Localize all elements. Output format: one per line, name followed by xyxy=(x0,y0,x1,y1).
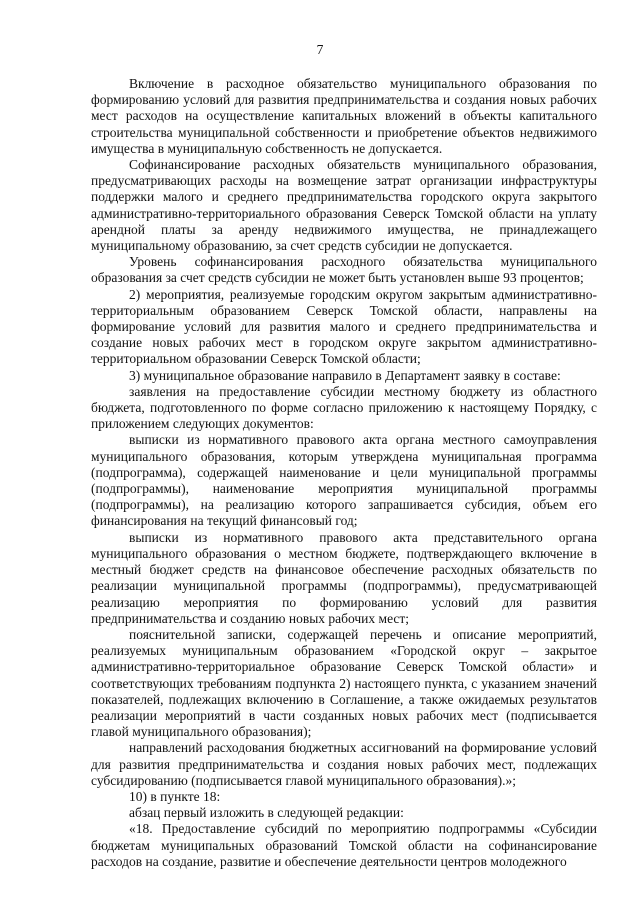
paragraph-12: абзац первый изложить в следующей редакции: xyxy=(129,805,404,821)
page-number: 7 xyxy=(316,42,324,57)
paragraph-1: Включение в расходное обязательство муниципального образования по формированию условий для развития предпринимательства и создания новых рабочих мест расходов на осуществление капитальных вложений в объекты капитального строительства муниципальной собственности и приобретение объектов недвижимого имущества в муниципальную собственность не допускается. xyxy=(91,76,597,156)
paragraph-5: 3) муниципальное образование направило в Департамент заявку в составе: xyxy=(129,367,561,383)
document-body xyxy=(91,76,597,870)
paragraph-11: 10) в пункте 18: xyxy=(129,788,221,804)
paragraph-9: пояснительной записки, содержащей перечень и описание мероприятий, реализуемых муниципальным образованием «Городской округ – закрытое административно-территориальное образование Северск Томской области» и соответствующих требованиям подпункта 2) настоящего пункта, с указанием значений показателей, подлежащих включению в Соглашение, а также ожидаемых результатов реализации мероприятий в части созданных новых рабочих мест (подписывается главой муниципального образования); xyxy=(91,626,597,740)
paragraph-7: выписки из нормативного правового акта органа местного самоуправления муниципального образования, которым утверждена муниципальная программа (подпрограмма), содержащей наименование и цели муниципальной программы (подпрограммы), наименование мероприятия муниципальной программы (подпрограммы), на реализацию которого запрашивается субсидия, объем его финансирования на текущий финансовый год; xyxy=(91,432,597,529)
paragraph-8: выписки из нормативного правового акта представительного органа муниципального образования о местном бюджете, подтверждающего включение в местный бюджет средств на финансовое обеспечение расходных обязательств по реализации муниципальной программы (подпрограммы), предусматривающей реализацию мероприятия по формированию условий для развития предпринимательства и созданию новых рабочих мест; xyxy=(91,529,597,626)
paragraph-3: Уровень софинансирования расходного обязательства муниципального образования за счет средств субсидии не может быть установлен выше 93 процентов; xyxy=(91,254,597,286)
paragraph-13: «18. Предоставление субсидий по мероприятию подпрограммы «Субсидии бюджетам муниципальных образований Томской области на софинансирование расходов на создание, развитие и обеспечение деятельности центров молодежного xyxy=(91,821,597,869)
paragraph-6: заявления на предоставление субсидии местному бюджету из областного бюджета, подготовленного по форме согласно приложению к настоящему Порядку, с приложением следующих документов: xyxy=(91,383,597,432)
paragraph-10: направлений расходования бюджетных ассигнований на формирование условий для развития предпринимательства и создания новых рабочих мест, подлежащих субсидированию (подписывается главой муниципального образования).»; xyxy=(91,740,597,788)
paragraph-4: 2) мероприятия, реализуемые городским округом закрытым административно-территориальным образованием Северск Томской области, направлены на формирование условий для развития малого и среднего предпринимательства и создание новых рабочих мест в городском округе закрытом административно-территориальном образовании Северск Томской области; xyxy=(91,286,597,367)
paragraph-2: Софинансирование расходных обязательств муниципального образования, предусматривающих расходы на возмещение затрат организации инфраструктуры поддержки малого и среднего предпринимательства городского округа закрытого административно-территориального образования Северск Томской области на уплату арендной платы за аренду недвижимого имущества, не принадлежащего муниципальному образованию, за счет средств субсидии не допускается. xyxy=(91,157,597,254)
